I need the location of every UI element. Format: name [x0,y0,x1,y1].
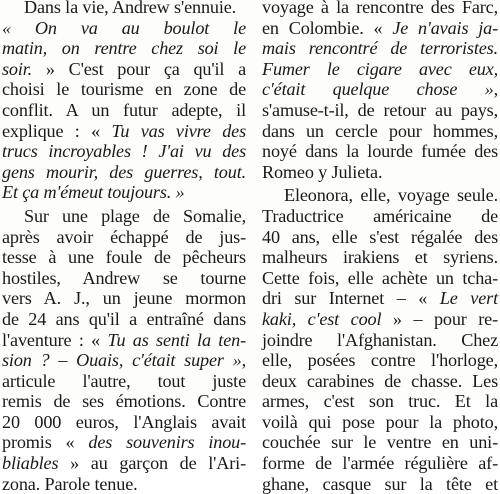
right-column-line: Fumer le cigare avec eux, [262,58,498,79]
right-column-line: dans un cercle pour hommes, [262,120,498,141]
right-column-line: deux carabines de chasse. Les [262,370,498,391]
right-column-line: Romeo y Julieta. [262,161,383,182]
right-column-line: noyé dans la lourde fumée des [262,141,498,162]
right-column-line: Cette fois, elle achète un tcha- [262,267,498,288]
left-column-line: vers A. J., un jeune mormon [2,288,246,309]
left-column-line: Dans la vie, Andrew s'ennuie. [24,0,237,17]
left-column-line: tesse à une foule de pêcheurs [2,247,246,268]
left-column-line: trucs incroyables ! J'ai vu des [2,141,246,162]
left-column-line: soir. » C'est pour ça qu'il a [2,58,246,79]
left-column-line: zona. Parole tenue. [2,473,138,494]
right-column-line: kaki, c'est cool » – pour re- [262,308,498,329]
left-column-line: articule l'autre, tout juste [2,370,246,391]
right-column-line: Traductrice américaine de [262,205,498,226]
left-column-line: bliables » au garçon de l'Ari- [2,453,246,474]
right-column-line: couchée sur le ventre en uni- [262,432,498,453]
right-column-line: en Colombie. « Je n'avais ja- [262,17,498,38]
right-column-line: armes, c'est son truc. Et la [262,391,498,412]
right-column-line: dri sur Internet – « Le vert [262,288,498,309]
left-column-line: l'aventure : « Tu as senti la ten- [2,329,246,350]
left-column-line: 20 000 euros, l'Anglais avait [2,411,246,432]
right-column-line: malheurs irakiens et syriens. [262,247,498,268]
left-column-line: hostiles, Andrew se tourne [2,267,246,288]
right-column-line: mais rencontré de terroristes. [262,38,498,59]
left-column-line: « On va au boulot le [2,17,246,38]
right-column-line: forme de l'armée régulière af- [262,453,498,474]
right-column-line: ghane, casque sur la tête et [262,473,498,494]
left-column-line: explique : « Tu vas vivre des [2,120,247,141]
right-column-line: Eleonora, elle, voyage seule. [284,185,498,206]
right-column-line: elle, posées contre l'horloge, [262,350,498,371]
left-column-line: après avoir échappé de jus- [2,226,246,247]
left-column-line: promis « des souvenirs inou- [2,432,247,453]
left-column-line: choisi le tourisme en zone de [2,79,246,100]
right-column-line: voilà qui pose pour la photo, [262,411,498,432]
left-column-line: Sur une plage de Somalie, [24,205,246,226]
left-column-line: Et ça m'émeut toujours. » [2,182,185,203]
article-column-left [2,0,246,494]
left-column-line: conflit. A un futur adepte, il [2,99,246,120]
right-column-line: joindre l'Afghanistan. Chez [262,329,498,350]
left-column-line: matin, on rentre chez soi le [2,38,246,59]
left-column-line: gens mourir, des guerres, tout. [2,161,246,182]
article-column-right [262,0,498,494]
left-column-line: sion ? – Ouais, c'était super », [2,350,246,371]
right-column-line: voyage à la rencontre des Farc, [262,0,498,17]
right-column-line: 40 ans, elle s'est régalée des [262,226,498,247]
right-column-line: s'amuse-t-il, de retour au pays, [262,99,498,120]
left-column-line: remis de ses émotions. Contre [2,391,246,412]
right-column-line: c'était quelque chose », [262,79,498,100]
left-column-line: de 24 ans qu'il a entraîné dans [2,308,246,329]
